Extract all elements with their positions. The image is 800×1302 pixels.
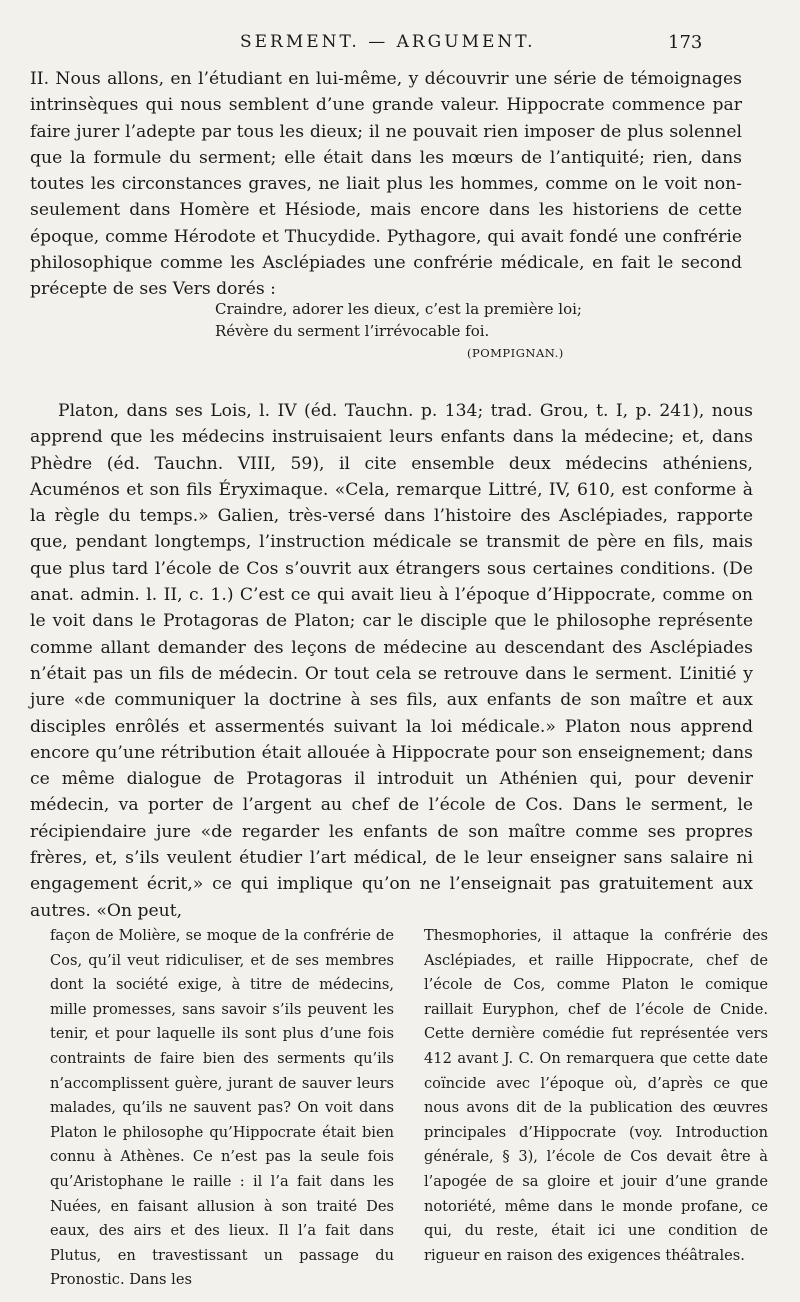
body-paragraph-2	[30, 398, 753, 924]
footnote-text: façon de Molière, se moque de la confrérie de Cos, qu’il veut ridiculiser, et de ses membres dont la société exige, à titre de médecins, mille promesses, sans savoir s’ils peuvent les tenir, et pour laquelle ils sont plus d’une fois contraints de faire bien des serments qu’ils n’accomplissent guère, jurant de sauver leurs malades, qu’ils ne sauvent pas? On voit dans Platon le philosophe qu’Hippocrate était bien connu à Athènes. Ce n’est pas la seule fois qu’Aristophane le raille : il l’a fait dans les Nuées, en faisant allusion à son traité Des eaux, des airs et des lieux. Il l’a fait dans Plutus, en travestissant un passage du Pronostic. Dans les	[50, 927, 394, 1289]
body-paragraph-1	[30, 66, 742, 303]
footnote-column-left	[50, 924, 394, 1293]
paragraph-text: Platon, dans ses Lois, l. IV (éd. Tauchn. p. 134; trad. Grou, t. I, p. 241), nous apprend que les médecins instruisaient leurs enfants dans la médecine; et, dans Phèdre (éd. Tauchn. VIII, 59), il cite ensemble deux médecins athéniens, Acuménos et son fils Éryximaque. «Cela, remarque Littré, IV, 610, est conforme à la règle du temps.» Galien, très-versé dans l’histoire des Asclépiades, rapporte que, pendant longtemps, l’instruction médicale se transmit de père en fils, mais que plus tard l’école de Cos s’ouvrit aux étrangers sous certaines conditions. (De anat. admin. l. II, c. 1.) C’est ce qui avait lieu à l’époque d’Hippocrate, comme on le voit dans le Protagoras de Platon; car le disciple que le philosophe représente comme allant demander des leçons de médecine au descendant des Asclépiades n’était pas un fils de médecin. Or tout cela se retrouve dans le serment. L’initié y jure «de communiquer la doctrine à ses fils, aux enfants de son maître et aux disciples enrôlés et assermentés suivant la loi médicale.» Platon nous apprend encore qu’une rétribution était allouée à Hippocrate pour son enseignement; dans ce même dialogue de Protagoras il introduit un Athénien qui, pour devenir médecin, va porter de l’argent au chef de l’école de Cos. Dans le serment, le récipiendaire jure «de regarder les enfants de son maître comme ses propres frères, et, s’ils veulent étudier l’art médical, de le leur enseigner sans salaire ni engagement écrit,» ce qui implique qu’on ne l’enseignait pas gratuitement aux autres. «On peut,	[30, 401, 753, 921]
page-header	[0, 32, 800, 56]
verse-line: Craindre, adorer les dieux, c’est la première loi;	[215, 300, 582, 318]
verse-attribution: (POMPIGNAN.)	[467, 346, 564, 360]
verse-line: Révère du serment l’irrévocable foi.	[215, 322, 490, 340]
paragraph-text: II. Nous allons, en l’étudiant en lui-même, y découvrir une série de témoignages intrinsèques qui nous semblent d’une grande valeur. Hippocrate commence par faire jurer l’adepte par tous les dieux; il ne pouvait rien imposer de plus solennel que la formule du serment; elle était dans les mœurs de l’antiquité; rien, dans toutes les circonstances graves, ne liait plus les hommes, comme on le voit non-seulement dans Homère et Hésiode, mais encore dans les historiens de cette époque, comme Hérodote et Thucydide. Pythagore, qui avait fondé une confrérie philosophique comme les Asclépiades une confrérie médicale, en fait le second précepte de ses Vers dorés :	[30, 69, 742, 300]
running-title: SERMENT. — ARGUMENT.	[240, 32, 536, 52]
footnote-text: Thesmophories, il attaque la confrérie des Asclépiades, et raille Hippocrate, chef de l’école de Cos, comme Platon le comique raillait Euryphon, chef de l’école de Cnide. Cette dernière comédie fut représentée vers 412 avant J. C. On remarquera que cette date coïncide avec l’époque où, d’après ce que nous avons dit de la publication des œuvres principales d’Hippocrate (voy. Introduction générale, § 3), l’école de Cos devait être à l’apogée de sa gloire et jouir d’une grande notoriété, même dans le monde profane, ce qui, du reste, était ici une condition de rigueur en raison des exigences théâtrales.	[424, 927, 768, 1264]
footnotes	[50, 924, 770, 1289]
verse-quote	[215, 298, 582, 342]
page-number: 173	[668, 32, 703, 53]
footnote-column-right	[424, 924, 768, 1268]
